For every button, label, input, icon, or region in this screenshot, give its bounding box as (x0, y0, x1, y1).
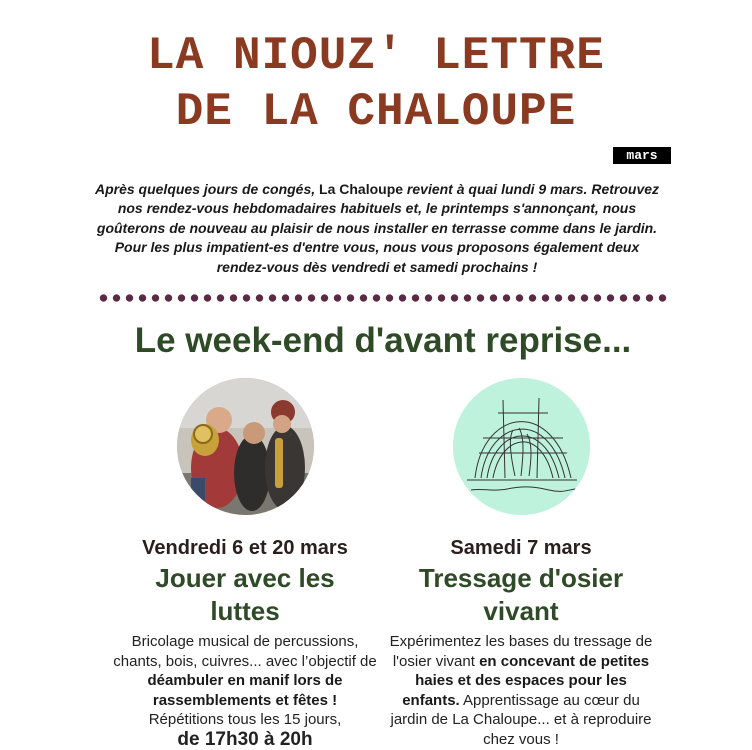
event-column-tressage-osier (386, 536, 656, 749)
event-desc-hours: de 17h30 à 20h (177, 728, 313, 750)
event-description (110, 632, 380, 750)
event-photo-fanfare (177, 378, 314, 515)
title-line-1: LA NIOUZ' LETTRE (147, 30, 605, 82)
event-title (110, 562, 380, 628)
event-description (386, 632, 656, 749)
intro-text-2: La Chaloupe (319, 181, 404, 197)
event-photo-osier (453, 378, 590, 515)
event-column-jouer-avec-les-luttes (110, 536, 380, 750)
intro-text-3: revient à quai lundi 9 mars. Retrouvez nos rendez-vous hebdomadaires habituels et, le printemps s'annonçant, nous goûterons de nouveau au plaisir de nous installer en terrasse comme dans le jardin. Pour les plus impatient-es d'entre vous, nous vous proposons également deux rendez-vous dès vendredi et samedi prochains ! (96, 181, 660, 275)
event-title-line-1: Jouer avec les (155, 563, 335, 593)
newsletter-title (0, 28, 752, 140)
event-desc-text-2: Apprentissage au cœur du jardin de La Chaloupe... et à reproduire chez vous ! (390, 691, 652, 748)
intro-text-1: Après quelques jours de congés, (94, 181, 320, 197)
event-desc-schedule: Répétitions tous les 15 jours, (148, 711, 342, 728)
event-title-line-2: vivant (483, 596, 559, 626)
event-title-line-1: Tressage d'osier (418, 563, 624, 593)
osier-sketch-illustration (453, 378, 590, 515)
dotted-divider (97, 293, 669, 303)
title-line-2: DE LA CHALOUPE (175, 86, 577, 138)
intro-paragraph (92, 180, 662, 277)
event-desc-text: Expérimentez les bases du tressage de l'osier vivant (389, 633, 653, 670)
event-date: Vendredi 6 et 20 mars (142, 537, 348, 559)
event-date: Samedi 7 mars (450, 537, 592, 559)
event-title (386, 562, 656, 628)
section-title: Le week-end d'avant reprise... (134, 321, 632, 360)
event-title-line-2: luttes (210, 596, 280, 626)
fanfare-photo-illustration (177, 378, 314, 515)
month-badge: mars (613, 147, 671, 164)
event-desc-bold: en concevant de petites haies et des espaces pour les enfants. (402, 652, 650, 709)
event-desc-bold: déambuler en manif lors de rassemblements et fêtes ! (147, 672, 343, 709)
event-desc-text: Bricolage musical de percussions, chants, bois, cuivres... avec l’objectif de (113, 633, 377, 670)
